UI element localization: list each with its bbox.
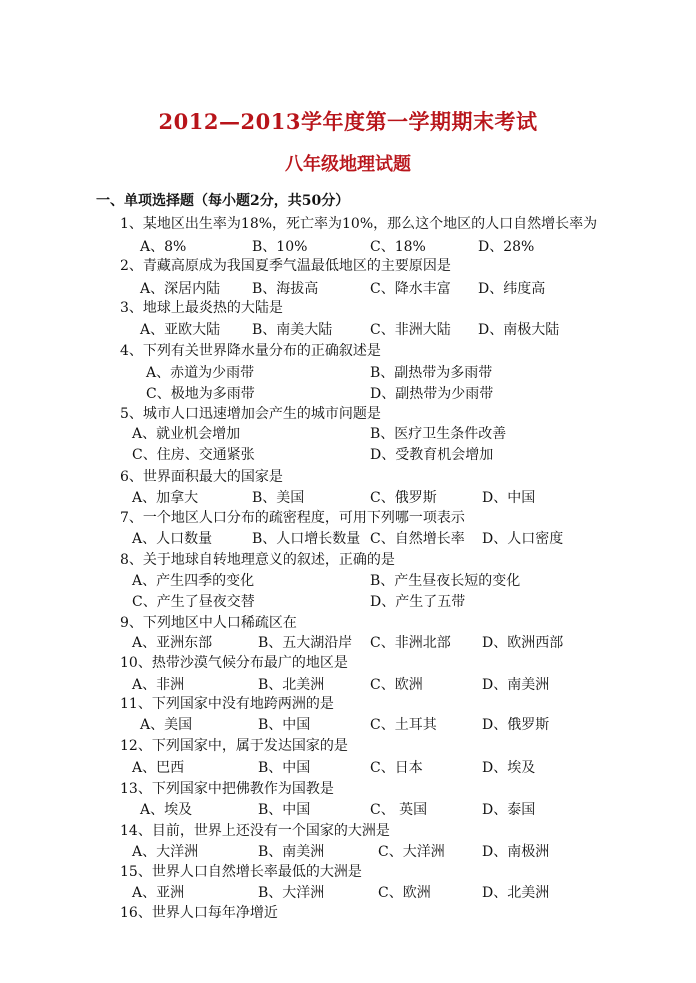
answer-option: B、美国 (252, 490, 305, 506)
answer-option: C、欧洲 (378, 885, 431, 901)
answer-option: D、南极大陆 (478, 322, 560, 338)
answer-option: D、欧洲西部 (482, 635, 564, 651)
answer-option: C、非洲北部 (370, 635, 451, 651)
answer-option: B、海拔高 (252, 281, 319, 297)
answer-option: A、人口数量 (132, 531, 213, 547)
answer-option: B、产生昼夜长短的变化 (370, 573, 521, 589)
answer-option: A、赤道为少雨带 (146, 365, 255, 381)
answer-option: A、加拿大 (132, 490, 199, 506)
answer-option: B、南美洲 (258, 844, 325, 860)
question-text: 7、一个地区人口分布的疏密程度，可用下列哪一项表示 (120, 510, 465, 526)
answer-option: A、8% (140, 239, 187, 255)
question-text: 2、青藏高原成为我国夏季气温最低地区的主要原因是 (120, 258, 451, 274)
answer-option: D、俄罗斯 (482, 717, 550, 733)
answer-option: B、医疗卫生条件改善 (370, 426, 507, 442)
answer-option: B、中国 (258, 717, 311, 733)
answer-option: B、中国 (258, 760, 311, 776)
question-text: 4、下列有关世界降水量分布的正确叙述是 (120, 343, 381, 359)
answer-option: B、中国 (258, 802, 311, 818)
answer-option: D、28% (478, 239, 535, 255)
answer-option: A、非洲 (132, 677, 185, 693)
answer-option: D、人口密度 (482, 531, 564, 547)
answer-option: D、纬度高 (478, 281, 546, 297)
answer-option: B、人口增长数量 (252, 531, 361, 547)
answer-option: C、俄罗斯 (370, 490, 437, 506)
answer-option: A、巴西 (132, 760, 185, 776)
answer-option: C、 英国 (370, 802, 428, 818)
question-text: 10、热带沙漠气候分布最广的地区是 (120, 655, 348, 671)
answer-option: C、欧洲 (370, 677, 423, 693)
answer-option: A、产生四季的变化 (132, 573, 255, 589)
answer-option: D、北美洲 (482, 885, 550, 901)
answer-option: A、深居内陆 (140, 281, 221, 297)
answer-option: C、非洲大陆 (370, 322, 451, 338)
question-text: 3、地球上最炎热的大陆是 (120, 300, 283, 316)
answer-option: B、北美洲 (258, 677, 325, 693)
answer-option: D、产生了五带 (370, 594, 466, 610)
answer-option: C、住房、交通紧张 (132, 447, 255, 463)
answer-option: A、埃及 (140, 802, 193, 818)
question-text: 12、下列国家中，属于发达国家的是 (120, 738, 348, 754)
exam-subtitle: 八年级地理试题 (285, 154, 411, 175)
answer-option: C、极地为多雨带 (146, 386, 255, 402)
answer-option: C、日本 (370, 760, 423, 776)
answer-option: A、大洋洲 (132, 844, 199, 860)
answer-option: B、副热带为多雨带 (370, 365, 493, 381)
question-text: 5、城市人口迅速增加会产生的城市问题是 (120, 406, 381, 422)
question-text: 16、世界人口每年净增近 (120, 905, 278, 921)
answer-option: D、中国 (482, 490, 536, 506)
answer-option: C、土耳其 (370, 717, 437, 733)
answer-option: B、南美大陆 (252, 322, 333, 338)
answer-option: C、大洋洲 (378, 844, 445, 860)
answer-option: A、亚洲东部 (132, 635, 213, 651)
answer-option: D、埃及 (482, 760, 536, 776)
answer-option: A、亚洲 (132, 885, 185, 901)
question-text: 14、目前，世界上还没有一个国家的大洲是 (120, 823, 390, 839)
question-text: 8、关于地球自转地理意义的叙述，正确的是 (120, 552, 395, 568)
answer-option: C、降水丰富 (370, 281, 451, 297)
answer-option: B、大洋洲 (258, 885, 325, 901)
question-text: 1、某地区出生率为18%，死亡率为10%，那么这个地区的人口自然增长率为 (120, 216, 598, 232)
answer-option: A、就业机会增加 (132, 426, 241, 442)
question-text: 15、世界人口自然增长率最低的大洲是 (120, 864, 362, 880)
question-text: 11、下列国家中没有地跨两洲的是 (120, 696, 334, 712)
section-heading: 一、单项选择题（每小题2分，共50分） (96, 193, 350, 209)
answer-option: C、自然增长率 (370, 531, 465, 547)
answer-option: D、南极洲 (482, 844, 550, 860)
answer-option: D、南美洲 (482, 677, 550, 693)
question-text: 6、世界面积最大的国家是 (120, 469, 283, 485)
exam-title: 2012—2013学年度第一学期期末考试 (158, 109, 538, 134)
answer-option: D、副热带为少雨带 (370, 386, 494, 402)
answer-option: B、10% (252, 239, 308, 255)
answer-option: C、产生了昼夜交替 (132, 594, 255, 610)
answer-option: A、亚欧大陆 (140, 322, 221, 338)
answer-option: D、泰国 (482, 802, 536, 818)
answer-option: C、18% (370, 239, 426, 255)
question-text: 9、下列地区中人口稀疏区在 (120, 615, 297, 631)
question-text: 13、下列国家中把佛教作为国教是 (120, 781, 334, 797)
answer-option: D、受教育机会增加 (370, 447, 494, 463)
answer-option: B、五大湖沿岸 (258, 635, 353, 651)
answer-option: A、美国 (140, 717, 193, 733)
